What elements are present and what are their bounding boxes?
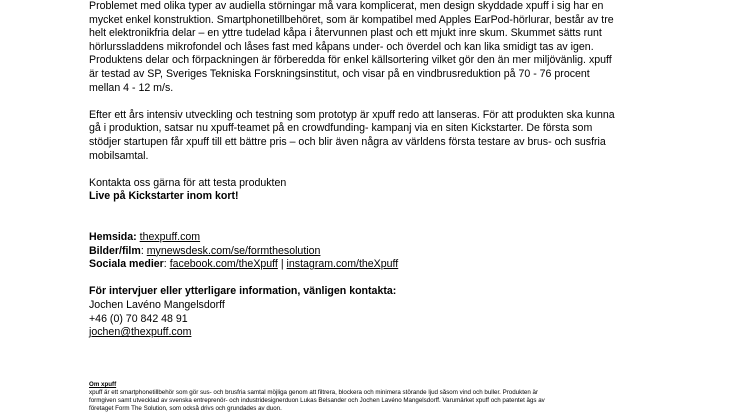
text-line: Produktens delar och förpackningen är förberedda för enkel källsortering vilket gör den än mer miljövänlig. xpuff: [89, 54, 612, 67]
link-row-media: [89, 245, 671, 259]
kickstarter-announcement: Live på Kickstarter inom kort!: [89, 190, 239, 203]
website-label: Hemsida:: [89, 231, 137, 244]
text-line: Efter ett års intensiv utveckling och testning som prototyp är xpuff redo att lanseras. För att produkten ska kunna: [89, 108, 615, 121]
about-title: Om xpuff: [89, 381, 117, 388]
about-text-line: xpuff är ett smartphonetillbehör som gör sus- och brusfria samtal möjliga genom att filtrera, blockera och minimera störande ljud såsom vind och buller. Produkten är: [89, 389, 539, 396]
spacer: [89, 218, 671, 232]
social-separator: :: [163, 258, 167, 271]
about-footer: [89, 381, 671, 413]
text-line: Problemet med olika typer av audiella störningar må vara komplicerat, men design skyddade xpuff i sig har en: [89, 0, 604, 12]
contact-phone: +46 (0) 70 842 48 91: [89, 312, 188, 325]
text-line: mycket enkel konstruktion. Smartphonetillbehöret, som är kompatibel med Apples EarPod-hörlurar, består av tre: [89, 13, 614, 26]
spacer: [89, 163, 671, 177]
spacer: [89, 204, 671, 218]
media-label: Bilder/film: [89, 244, 141, 257]
text-line: mellan 4 - 12 m/s.: [89, 81, 174, 94]
text-line: gå i produktion, satsar nu xpuff-teamet på en crowdfunding- kampanj via en siten Kickstarter. De första som: [89, 122, 593, 135]
text-line: helt elektronikfria delar – en yttre tudelad kåpa i återvunnen plast och ett mjukt inre skum. Skummet sätts runt: [89, 27, 602, 40]
text-line: hörlurssladdens mikrofondel och låses fast med kåpans under- och överdel och kan lika smidigt tas av igen.: [89, 40, 594, 53]
contact-invite: Kontakta oss gärna för att testa produkten: [89, 176, 287, 189]
instagram-link[interactable]: instagram.com/theXpuff: [286, 258, 399, 271]
media-separator: :: [140, 244, 144, 257]
about-text-line: formgiven samt utvecklad av svenska entreprenör- och industridesignerduon Lukas Belsander och Jochen Lavéno Mangelsdorff. Varumärket xpuff och patentet ägs av: [89, 397, 545, 404]
facebook-link[interactable]: facebook.com/theXpuff: [169, 258, 278, 271]
text-line: mobilsamtal.: [89, 149, 149, 162]
website-link[interactable]: thexpuff.com: [139, 231, 201, 244]
paragraph-product-description: [89, 0, 671, 95]
spacer: [89, 272, 671, 286]
pipe-divider: |: [280, 258, 284, 271]
text-line: är testad av SP, Sveriges Tekniska Forskningsinstitut, och visar på en vindbrusreduktion på 70 - 76 procent: [89, 67, 590, 80]
media-link[interactable]: mynewsdesk.com/se/formthesolution: [146, 244, 321, 257]
press-release-body: [89, 0, 671, 340]
contact-name: Jochen Lavéno Mangelsdorff: [89, 299, 225, 312]
paragraph-launch: [89, 109, 671, 163]
about-text-line: företaget Form The Solution, som också drivs och grundades av duon.: [89, 405, 282, 412]
link-row-social: [89, 258, 671, 272]
link-row-website: [89, 231, 671, 245]
contact-heading: För intervjuer eller ytterligare information, vänligen kontakta:: [89, 285, 397, 298]
contact-email-link[interactable]: jochen@thexpuff.com: [89, 326, 192, 339]
social-label: Sociala medier: [89, 258, 164, 271]
text-line: stödjer startupen får xpuff till ett bättre pris – och blir även några av världens första testare av brus- och susfria: [89, 135, 606, 148]
spacer: [89, 95, 671, 109]
